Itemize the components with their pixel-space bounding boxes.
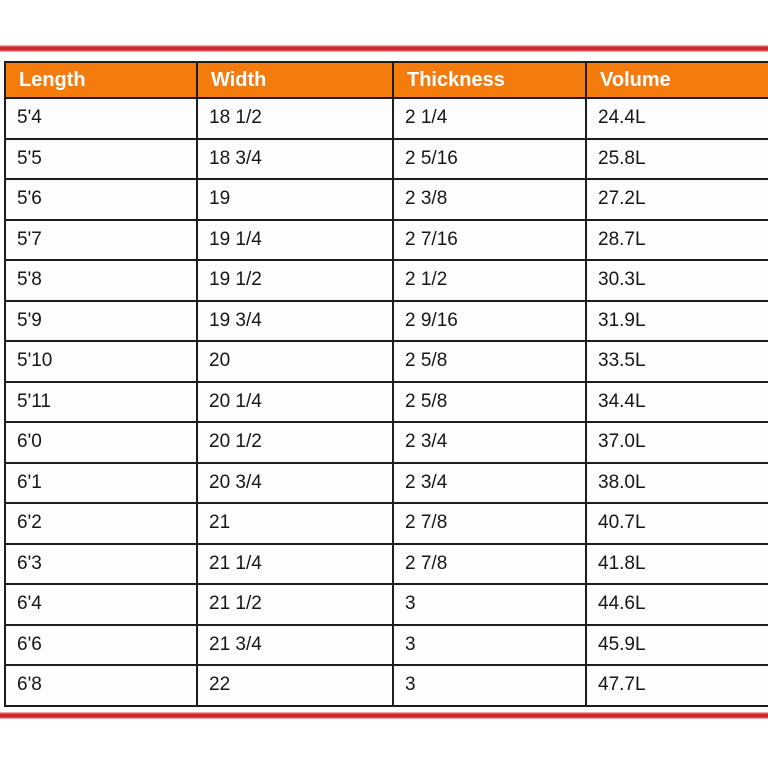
table-cell: 19 bbox=[197, 179, 393, 220]
table-cell: 6'0 bbox=[5, 422, 197, 463]
table-cell: 3 bbox=[393, 665, 586, 706]
table-cell: 20 3/4 bbox=[197, 463, 393, 504]
table-cell: 21 bbox=[197, 503, 393, 544]
table-cell: 6'3 bbox=[5, 544, 197, 585]
table-row bbox=[5, 98, 768, 139]
table-cell: 20 bbox=[197, 341, 393, 382]
table-cell: 19 1/2 bbox=[197, 260, 393, 301]
table-cell: 21 3/4 bbox=[197, 625, 393, 666]
table-row bbox=[5, 139, 768, 180]
table-row bbox=[5, 665, 768, 706]
size-chart-table bbox=[4, 61, 768, 707]
table-cell: 21 1/4 bbox=[197, 544, 393, 585]
table-header-row bbox=[5, 62, 768, 98]
table-cell: 5'8 bbox=[5, 260, 197, 301]
table-cell: 34.4L bbox=[586, 382, 768, 423]
table-cell: 31.9L bbox=[586, 301, 768, 342]
table-cell: 5'6 bbox=[5, 179, 197, 220]
table-cell: 6'1 bbox=[5, 463, 197, 504]
table-cell: 22 bbox=[197, 665, 393, 706]
table-cell: 2 1/4 bbox=[393, 98, 586, 139]
table-cell: 2 3/4 bbox=[393, 463, 586, 504]
table-cell: 2 1/2 bbox=[393, 260, 586, 301]
table-cell: 19 1/4 bbox=[197, 220, 393, 261]
table-cell: 33.5L bbox=[586, 341, 768, 382]
table-cell: 6'2 bbox=[5, 503, 197, 544]
table-cell: 5'9 bbox=[5, 301, 197, 342]
table-cell: 45.9L bbox=[586, 625, 768, 666]
table-row bbox=[5, 301, 768, 342]
table-cell: 20 1/2 bbox=[197, 422, 393, 463]
table-cell: 37.0L bbox=[586, 422, 768, 463]
table-row bbox=[5, 179, 768, 220]
table-cell: 6'6 bbox=[5, 625, 197, 666]
table-cell: 30.3L bbox=[586, 260, 768, 301]
table-cell: 38.0L bbox=[586, 463, 768, 504]
table-cell: 2 7/16 bbox=[393, 220, 586, 261]
table-cell: 40.7L bbox=[586, 503, 768, 544]
table-cell: 5'11 bbox=[5, 382, 197, 423]
table-cell: 2 3/4 bbox=[393, 422, 586, 463]
table-row bbox=[5, 341, 768, 382]
table-cell: 2 5/16 bbox=[393, 139, 586, 180]
column-header-width: Width bbox=[197, 62, 393, 98]
table-row bbox=[5, 625, 768, 666]
table-cell: 5'10 bbox=[5, 341, 197, 382]
bottom-red-rule bbox=[0, 712, 768, 719]
table-cell: 2 7/8 bbox=[393, 503, 586, 544]
table-cell: 28.7L bbox=[586, 220, 768, 261]
table-cell: 41.8L bbox=[586, 544, 768, 585]
table-cell: 6'8 bbox=[5, 665, 197, 706]
table-cell: 5'4 bbox=[5, 98, 197, 139]
table-cell: 44.6L bbox=[586, 584, 768, 625]
table-cell: 47.7L bbox=[586, 665, 768, 706]
table-cell: 27.2L bbox=[586, 179, 768, 220]
table-cell: 25.8L bbox=[586, 139, 768, 180]
column-header-thickness: Thickness bbox=[393, 62, 586, 98]
table-row bbox=[5, 382, 768, 423]
table-cell: 18 3/4 bbox=[197, 139, 393, 180]
table-row bbox=[5, 220, 768, 261]
table-row bbox=[5, 544, 768, 585]
table-row bbox=[5, 422, 768, 463]
table-row bbox=[5, 260, 768, 301]
column-header-length: Length bbox=[5, 62, 197, 98]
table-row bbox=[5, 503, 768, 544]
table-cell: 6'4 bbox=[5, 584, 197, 625]
table-body bbox=[5, 98, 768, 706]
table-cell: 18 1/2 bbox=[197, 98, 393, 139]
table-cell: 2 5/8 bbox=[393, 341, 586, 382]
table-cell: 3 bbox=[393, 625, 586, 666]
table-cell: 2 9/16 bbox=[393, 301, 586, 342]
table-row bbox=[5, 463, 768, 504]
column-header-volume: Volume bbox=[586, 62, 768, 98]
table-cell: 19 3/4 bbox=[197, 301, 393, 342]
table-cell: 3 bbox=[393, 584, 586, 625]
table-cell: 2 7/8 bbox=[393, 544, 586, 585]
table-row bbox=[5, 584, 768, 625]
table-cell: 20 1/4 bbox=[197, 382, 393, 423]
table-cell: 21 1/2 bbox=[197, 584, 393, 625]
size-chart-container bbox=[4, 61, 768, 707]
table-cell: 24.4L bbox=[586, 98, 768, 139]
top-red-rule bbox=[0, 45, 768, 52]
table-cell: 5'5 bbox=[5, 139, 197, 180]
table-cell: 5'7 bbox=[5, 220, 197, 261]
table-cell: 2 3/8 bbox=[393, 179, 586, 220]
table-cell: 2 5/8 bbox=[393, 382, 586, 423]
